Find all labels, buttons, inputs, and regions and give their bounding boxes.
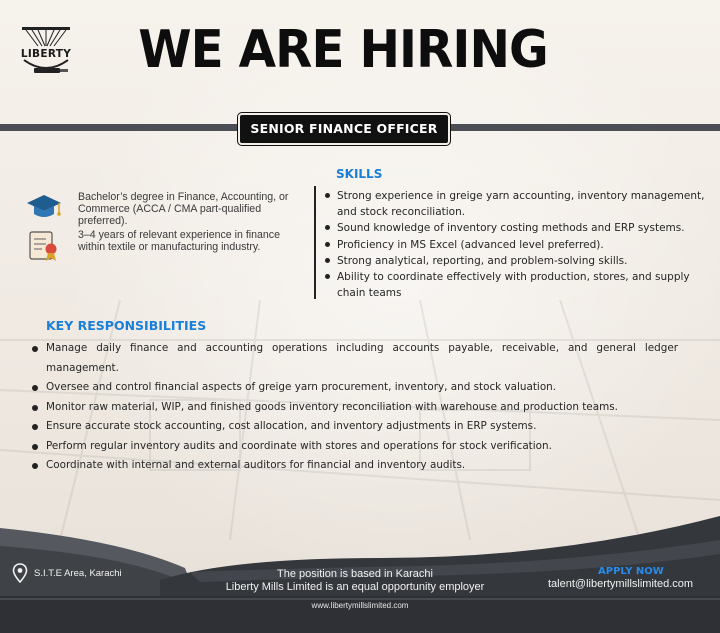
graduation-cap-icon bbox=[26, 191, 62, 225]
skills-heading: SKILLS bbox=[336, 167, 383, 181]
logo-wordmark: LIBERTY bbox=[20, 48, 72, 60]
qualification-text: Bachelor’s degree in Finance, Accounting, or Commerce (ACCA / CMA part-qualified preferred). bbox=[78, 191, 289, 227]
qualification-education bbox=[26, 191, 306, 227]
skills-list bbox=[325, 188, 705, 301]
footer-note-line1: The position is based in Karachi bbox=[277, 568, 433, 580]
apply-now-label: APPLY NOW bbox=[598, 566, 664, 577]
skill-item: Proficiency in MS Excel (advanced level preferred). bbox=[325, 237, 705, 253]
responsibility-item: Perform regular inventory audits and coordinate with stores and operations for stock verification. bbox=[30, 437, 678, 457]
responsibility-item: Oversee and control financial aspects of greige yarn procurement, inventory, and stock valuation. bbox=[30, 378, 678, 398]
section-divider bbox=[314, 186, 316, 299]
website-link[interactable]: www.libertymillslimited.com bbox=[311, 601, 409, 610]
responsibility-item: Manage daily finance and accounting operations including accounts payable, receivable, and general ledger management. bbox=[30, 339, 678, 378]
position-title: SENIOR FINANCE OFFICER bbox=[238, 113, 450, 145]
skill-item: Strong analytical, reporting, and problem-solving skills. bbox=[325, 253, 705, 269]
apply-email[interactable]: talent@libertymillslimited.com bbox=[548, 578, 694, 590]
responsibilities-list bbox=[30, 339, 678, 476]
certificate-icon bbox=[26, 229, 62, 263]
skill-item: Ability to coordinate effectively with production, stores, and supply chain teams bbox=[325, 269, 705, 301]
footer-note bbox=[190, 568, 520, 594]
responsibility-item: Coordinate with internal and external auditors for financial and inventory audits. bbox=[30, 456, 678, 476]
responsibility-item: Monitor raw material, WIP, and finished goods inventory reconciliation with warehouse and production teams. bbox=[30, 398, 678, 418]
location-pin-icon bbox=[12, 563, 28, 583]
responsibility-item: Ensure accurate stock accounting, cost allocation, and inventory adjustments in ERP systems. bbox=[30, 417, 678, 437]
skill-item: Strong experience in greige yarn accounting, inventory management, and stock reconciliation. bbox=[325, 188, 705, 220]
skill-item: Sound knowledge of inventory costing methods and ERP systems. bbox=[325, 220, 705, 236]
headline: WE ARE HIRING bbox=[138, 20, 548, 80]
location bbox=[12, 563, 122, 583]
qualification-text: 3–4 years of relevant experience in finance within textile or manufacturing industry. bbox=[78, 229, 280, 253]
responsibilities-heading: KEY RESPONSIBILITIES bbox=[46, 318, 207, 333]
qualification-experience bbox=[26, 229, 306, 263]
location-text: S.I.T.E Area, Karachi bbox=[34, 567, 122, 579]
footer-note-line2: Liberty Mills Limited is an equal opportunity employer bbox=[225, 581, 485, 593]
